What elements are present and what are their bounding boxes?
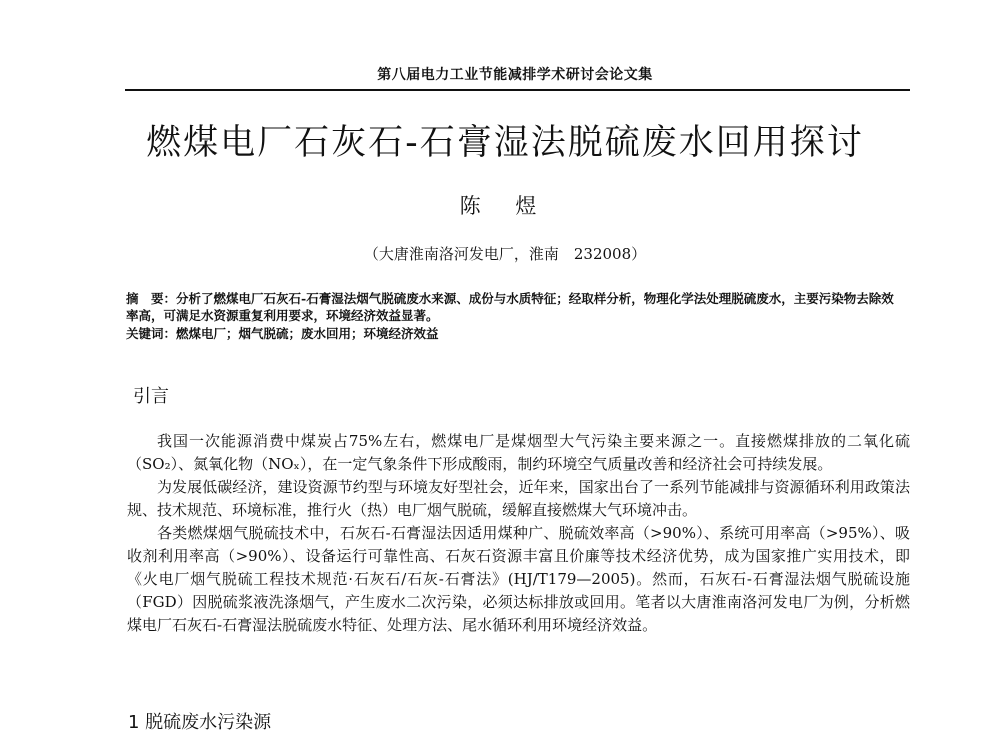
abstract-text: 分析了燃煤电厂石灰石-石膏湿法烟气脱硫废水来源、成份与水质特征；经取样分析，物理化学法处理脱硫废水，主要污染物去除效率高，可满足水资源重复利用要求，环境经济效益显著。 bbox=[126, 291, 894, 323]
paragraph: 为发展低碳经济，建设资源节约型与环境友好型社会，近年来，国家出台了一系列节能减排与资源循环利用政策法规、技术规范、环境标准，推行火（热）电厂烟气脱硫，缓解直接燃煤大气环境冲击。 bbox=[127, 478, 910, 519]
paper-title: 燃煤电厂石灰石-石膏湿法脱硫废水回用探讨 bbox=[146, 123, 864, 163]
header-rule bbox=[125, 89, 910, 91]
abstract bbox=[126, 290, 906, 324]
paragraph: 我国一次能源消费中煤炭占75%左右，燃煤电厂是煤烟型大气污染主要来源之一。直接燃煤排放的二氧化硫（SO₂）、氮氧化物（NOₓ），在一定气象条件下形成酸雨，制约环境空气质量改善和经济社会可持续发展。 bbox=[127, 432, 910, 473]
keywords-label: 关键词： bbox=[126, 326, 177, 341]
intro-body bbox=[127, 430, 910, 637]
abstract-label: 摘 要： bbox=[126, 291, 177, 306]
author-affiliation: （大唐淮南洛河发电厂，淮南 232008） bbox=[363, 245, 647, 263]
section-heading-intro: 引言 bbox=[133, 386, 169, 407]
running-head: 第八届电力工业节能减排学术研讨会论文集 bbox=[377, 67, 653, 83]
keywords-text: 燃煤电厂；烟气脱硫；废水回用；环境经济效益 bbox=[176, 326, 439, 341]
paragraph: 各类燃煤烟气脱硫技术中，石灰石-石膏湿法因适用煤种广、脱硫效率高（>90%）、系统可用率高（>95%）、吸收剂利用率高（>90%）、设备运行可靠性高、石灰石资源丰富且价廉等技术经济优势，成为国家推广实用技术，即《火电厂烟气脱硫工程技术规范·石灰石/石灰-石膏法》(HJ/T179—2005)。然而，石灰石-石膏湿法烟气脱硫设施（FGD）因脱硫浆液洗涤烟气，产生废水二次污染，必须达标排放或回用。笔者以大唐淮南洛河发电厂为例，分析燃煤电厂石灰石-石膏湿法脱硫废水特征、处理方法、尾水循环利用环境经济效益。 bbox=[127, 524, 910, 634]
author-name: 陈 煜 bbox=[459, 194, 551, 218]
section-heading-1: 1 脱硫废水污染源 bbox=[128, 712, 272, 733]
keywords bbox=[126, 325, 906, 342]
